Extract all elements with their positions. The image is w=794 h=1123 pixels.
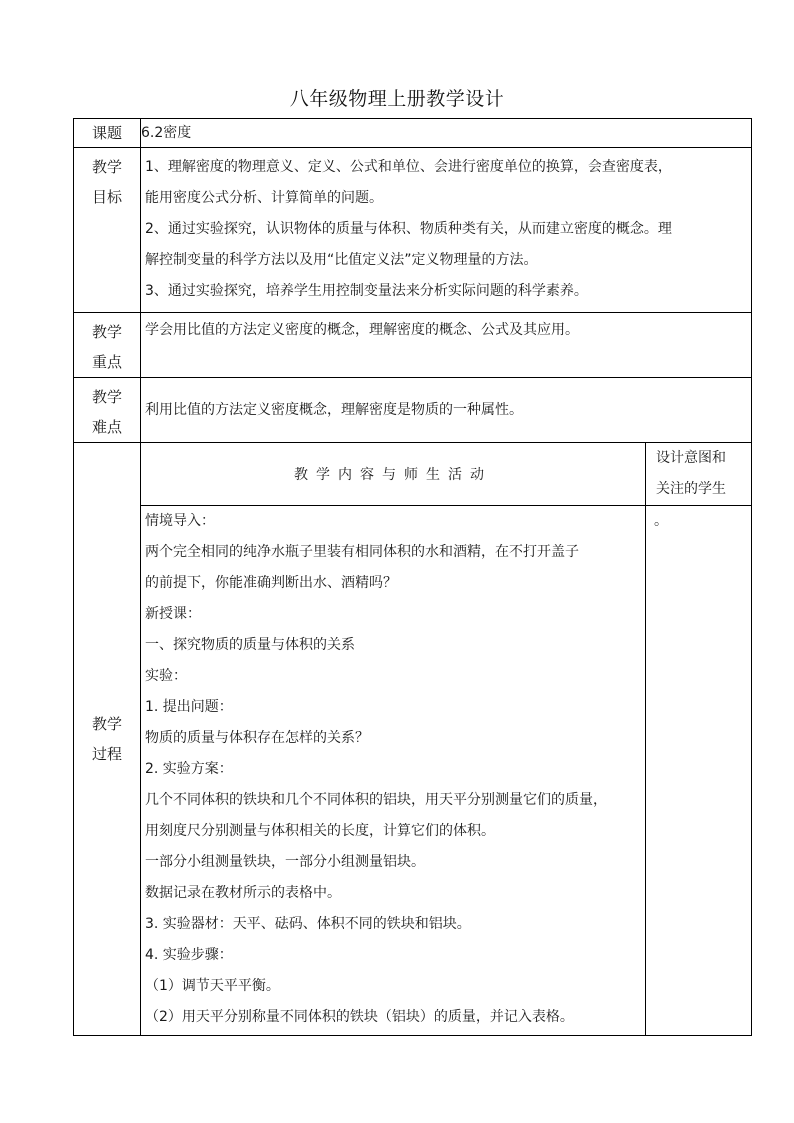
goals-label-line1: 教学	[91, 158, 122, 176]
difficulties-label-line1: 教学	[91, 388, 122, 406]
process-line: 3. 实验器材：天平、砝码、体积不同的铁块和铝块。	[145, 916, 471, 932]
design-header-line1: 设计意图和	[656, 450, 726, 466]
goals-label-cell	[74, 148, 141, 313]
process-body-row	[74, 506, 752, 1036]
goal-line: 解控制变量的科学方法以及用“比值定义法”定义物理量的方法。	[145, 252, 538, 268]
course-row	[74, 119, 752, 148]
difficulties-label-cell	[74, 378, 141, 443]
difficulties-label-line2: 难点	[91, 418, 122, 436]
process-content	[141, 506, 646, 1036]
course-value: 6.2密度	[141, 119, 752, 148]
process-line: 数据记录在教材所示的表格中。	[145, 885, 341, 901]
process-line: 实验：	[145, 668, 187, 684]
difficulties-text: 利用比值的方法定义密度概念，理解密度是物质的一种属性。	[145, 401, 523, 418]
process-line: 用刻度尺分别测量与体积相关的长度，计算它们的体积。	[145, 823, 495, 839]
page-title: 八年级物理上册教学设计	[289, 88, 505, 110]
process-label-line2: 过程	[91, 745, 122, 763]
course-label-cell	[74, 119, 141, 148]
design-intent-note	[646, 506, 752, 1036]
goal-line: 2、通过实验探究，认识物体的质量与体积、物质种类有关，从而建立密度的概念。理	[145, 221, 672, 237]
goals-content	[141, 148, 752, 313]
lesson-plan-table	[73, 118, 752, 1036]
process-line: 物质的质量与体积存在怎样的关系？	[145, 730, 369, 746]
design-header-line2: 关注的学生	[656, 481, 726, 497]
process-line: 两个完全相同的纯净水瓶子里装有相同体积的水和酒精，在不打开盖子	[145, 544, 579, 560]
process-line: （2）用天平分别称量不同体积的铁块（铝块）的质量，并记入表格。	[145, 1009, 574, 1025]
difficulties-row	[74, 378, 752, 443]
goals-label-line2: 目标	[91, 188, 122, 206]
process-line: 情境导入：	[145, 513, 215, 529]
process-line: 4. 实验步骤：	[145, 947, 233, 963]
process-line: （1）调节天平平衡。	[145, 978, 280, 994]
process-line: 一、探究物质的质量与体积的关系	[145, 637, 355, 653]
process-line: 2. 实验方案：	[145, 761, 233, 777]
goal-line: 1、理解密度的物理意义、定义、公式和单位、会进行密度单位的换算，会查密度表，	[145, 159, 672, 175]
process-line: 的前提下，你能准确判断出水、酒精吗？	[145, 575, 397, 591]
goal-line: 能用密度公式分析、计算简单的问题。	[145, 190, 383, 206]
design-intent-header	[646, 443, 752, 506]
key-points-text: 学会用比值的方法定义密度的概念，理解密度的概念、公式及其应用。	[145, 322, 579, 338]
key-points-row	[74, 313, 752, 378]
process-header-row	[74, 443, 752, 506]
process-line: 1. 提出问题：	[145, 699, 233, 715]
key-points-content	[141, 313, 752, 378]
process-line: 新授课：	[145, 606, 201, 622]
key-points-label-line1: 教学	[91, 323, 122, 341]
design-note-text: 。	[654, 513, 668, 529]
key-points-label-line2: 重点	[91, 353, 122, 371]
process-line: 一部分小组测量铁块，一部分小组测量铝块。	[145, 854, 425, 870]
goals-row	[74, 148, 752, 313]
process-label-line1: 教学	[91, 715, 122, 733]
goal-line: 3、通过实验探究，培养学生用控制变量法来分析实际问题的科学素养。	[145, 283, 588, 299]
process-label-cell	[74, 443, 141, 1036]
difficulties-content	[141, 378, 752, 443]
course-label: 课题	[91, 124, 122, 142]
key-points-label-cell	[74, 313, 141, 378]
process-content-header: 教学内容与师生活动	[141, 443, 646, 506]
process-line: 几个不同体积的铁块和几个不同体积的铝块，用天平分别测量它们的质量，	[145, 792, 607, 808]
